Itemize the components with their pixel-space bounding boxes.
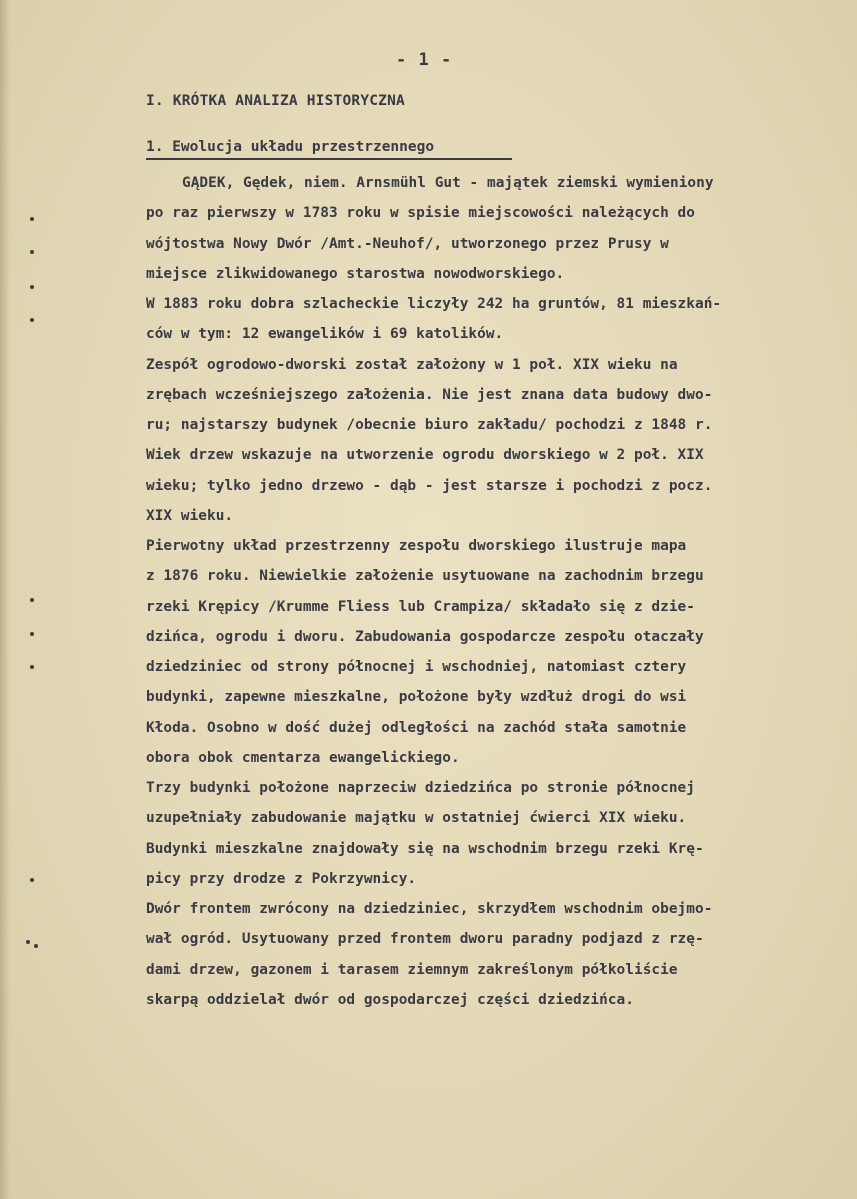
body-text (146, 168, 846, 1015)
text-line: budynki, zapewne mieszkalne, położone były wzdłuż drogi do wsi (146, 689, 687, 706)
text-line: ru; najstarszy budynek /obecnie biuro zakładu/ pochodzi z 1848 r. (146, 417, 713, 433)
text-line: Budynki mieszkalne znajdowały się na wschodnim brzegu rzeki Krę- (146, 840, 704, 857)
text-line: picy przy drodze z Pokrzywnicy. (146, 870, 417, 887)
punch-mark (30, 285, 34, 289)
subsection-underline (146, 158, 512, 160)
text-line: dzińca, ogrodu i dworu. Zabudowania gospodarcze zespołu otaczały (146, 628, 704, 645)
text-line: Kłoda. Osobno w dość dużej odległości na zachód stała samotnie (146, 719, 687, 736)
punch-mark (30, 665, 34, 669)
text-line: W 1883 roku dobra szlacheckie liczyły 242 ha gruntów, 81 mieszkań- (146, 296, 722, 312)
text-line: ców w tym: 12 ewangelików i 69 katolików. (146, 326, 504, 343)
punch-mark (26, 940, 30, 944)
punch-mark (30, 878, 34, 882)
punch-mark (30, 250, 34, 254)
subsection-heading-text: 1. Ewolucja układu przestrzennego (146, 139, 435, 155)
punch-mark (30, 598, 34, 602)
text-line: dziedziniec od strony północnej i wschodniej, natomiast cztery (146, 659, 687, 675)
text-line: dami drzew, gazonem i tarasem ziemnym zakreślonym półkoliście (146, 961, 678, 978)
page-number: - 1 - (396, 50, 453, 70)
text-line: po raz pierwszy w 1783 roku w spisie miejscowości należących do (146, 205, 695, 222)
text-line: z 1876 roku. Niewielkie założenie usytuowane na zachodnim brzegu (146, 568, 704, 585)
punch-mark (30, 318, 34, 322)
text-line: skarpą oddzielał dwór od gospodarczej części dziedzińca. (146, 991, 634, 1008)
punch-mark (30, 632, 34, 636)
text-line: Wiek drzew wskazuje na utworzenie ogrodu dworskiego w 2 poł. XIX (146, 447, 704, 464)
text-line: wieku; tylko jedno drzewo - dąb - jest starsze i pochodzi z pocz. (146, 477, 713, 494)
text-line: Pierwotny układ przestrzenny zespołu dworskiego ilustruje mapa (146, 538, 687, 554)
text-line: wójtostwa Nowy Dwór /Amt.-Neuhof/, utworzonego przez Prusy w (146, 235, 669, 252)
text-line: Trzy budynki położone naprzeciw dziedzińca po stronie północnej (146, 780, 695, 796)
paper-edge-shadow (0, 0, 10, 1199)
text-line: Dwór frontem zwrócony na dziedziniec, skrzydłem wschodnim obejmo- (146, 901, 713, 917)
text-line: Zespół ogrodowo-dworski został założony w 1 poł. XIX wieku na (146, 356, 678, 373)
text-line: rzeki Krępicy /Krumme Fliess lub Crampiza/ składało się z dzie- (146, 598, 695, 615)
text-line: zrębach wcześniejszego założenia. Nie jest znana data budowy dwo- (146, 386, 713, 403)
section-heading: I. KRÓTKA ANALIZA HISTORYCZNA (146, 93, 405, 109)
subsection-heading (146, 139, 434, 155)
punch-mark (30, 217, 34, 221)
text-line: GĄDEK, Gędek, niem. Arnsmühl Gut - majątek ziemski wymieniony (182, 175, 714, 191)
text-line: wał ogród. Usytuowany przed frontem dworu paradny podjazd z rzę- (146, 931, 704, 948)
text-line: XIX wieku. (146, 507, 234, 524)
punch-mark (34, 944, 38, 948)
text-line: uzupełniały zabudowanie majątku w ostatniej ćwierci XIX wieku. (146, 810, 687, 827)
text-line: obora obok cmentarza ewangelickiego. (146, 749, 460, 766)
text-line: miejsce zlikwidowanego starostwa nowodworskiego. (146, 265, 565, 282)
